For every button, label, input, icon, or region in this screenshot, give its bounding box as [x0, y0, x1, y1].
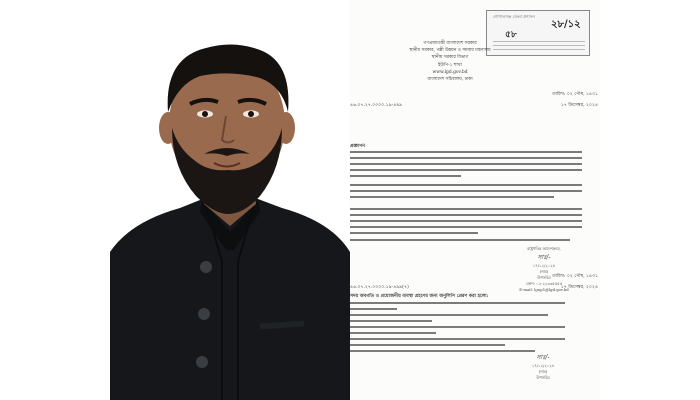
- memo-date-english-2: ১৭ ডিসেম্বর, ২০২৪: [560, 285, 598, 290]
- paragraph-2: [350, 184, 582, 202]
- header-line: গণপ্রজাতন্ত্রী বাংলাদেশ সরকার: [423, 41, 477, 46]
- date-label: তারিখ:: [552, 92, 566, 97]
- paragraph-4: [350, 239, 582, 245]
- signatory-phone: ফোন: ০২-২২৩৩৫৫৫৫: [525, 281, 563, 286]
- signature: সাঃ/-: [536, 354, 550, 361]
- signature-block-2: [508, 352, 578, 381]
- signatory-email: E-mail: lgup1@lgd.gov.bd: [519, 287, 569, 292]
- jacket-button: [200, 261, 212, 273]
- signatory-title: উপসচিব: [536, 375, 550, 380]
- signatory-name: (নাম): [538, 369, 548, 374]
- signatory-title: উপসচিব: [537, 275, 551, 280]
- header-line: ইউপি-১ শাখা: [438, 62, 462, 68]
- memo-date-row-2: [498, 272, 598, 280]
- pupil-left: [202, 111, 208, 117]
- stamp-title: গোপালগঞ্জ জেলা প্রশাসন: [493, 14, 535, 19]
- paragraph-3: [350, 208, 582, 238]
- copy-distribution-title: সদয় অবগতি ও প্রয়োজনীয় ব্যবস্থা গ্রহণের জন্য অনুলিপি প্রেরণ করা হলো:: [350, 294, 489, 299]
- government-notice-document: [350, 0, 600, 400]
- jacket-button: [196, 356, 208, 368]
- jacket-button: [198, 308, 210, 320]
- header-url: www.lgd.gov.bd: [432, 69, 468, 75]
- date-bangla: ০২ পৌষ, ১৪৩১: [566, 92, 598, 97]
- document-header: [390, 40, 510, 83]
- memo-date-row: [498, 90, 598, 98]
- portrait-illustration: [110, 0, 350, 400]
- signature-date: ১৭/১২/২০২৪: [531, 363, 555, 368]
- signatory-name: (নাম): [539, 269, 549, 274]
- memo-date-english: ১৭ ডিসেম্বর, ২০২৪: [560, 103, 598, 108]
- header-line: বাংলাদেশ সচিবালয়, ঢাকা: [427, 77, 473, 83]
- date-label: তারিখ:: [552, 274, 566, 279]
- jacket: [110, 196, 350, 400]
- header-line: স্থানীয় সরকার, পল্লী উন্নয়ন ও সমবায় মন্ত্রণালয়: [409, 48, 491, 54]
- signature: সাঃ/-: [537, 254, 551, 261]
- portrait-photo: [110, 0, 350, 400]
- pupil-right: [248, 111, 254, 117]
- stamp-date: ২৮/১২: [551, 19, 581, 30]
- signature-date: ১৭/১২/২০২৪: [532, 263, 556, 268]
- memo-reference-2: ৪৬.০৭.২৭.০০০০.১৯-৪৯৯(৭): [350, 285, 409, 290]
- stamp-number: ৫৮: [505, 30, 517, 40]
- order-line: রাষ্ট্রপতির আদেশক্রমে,: [527, 246, 561, 251]
- document-subject: প্রজ্ঞাপন: [350, 144, 366, 149]
- paragraph-1: [350, 151, 582, 181]
- memo-reference: ৪৬.০৭.২৭.০০০০.১৯-৪৯৯: [350, 103, 403, 108]
- header-line: স্থানীয় সরকার বিভাগ: [431, 55, 469, 61]
- date-bangla: ০২ পৌষ, ১৪৩১: [566, 274, 598, 279]
- copy-recipient-list: [350, 302, 565, 356]
